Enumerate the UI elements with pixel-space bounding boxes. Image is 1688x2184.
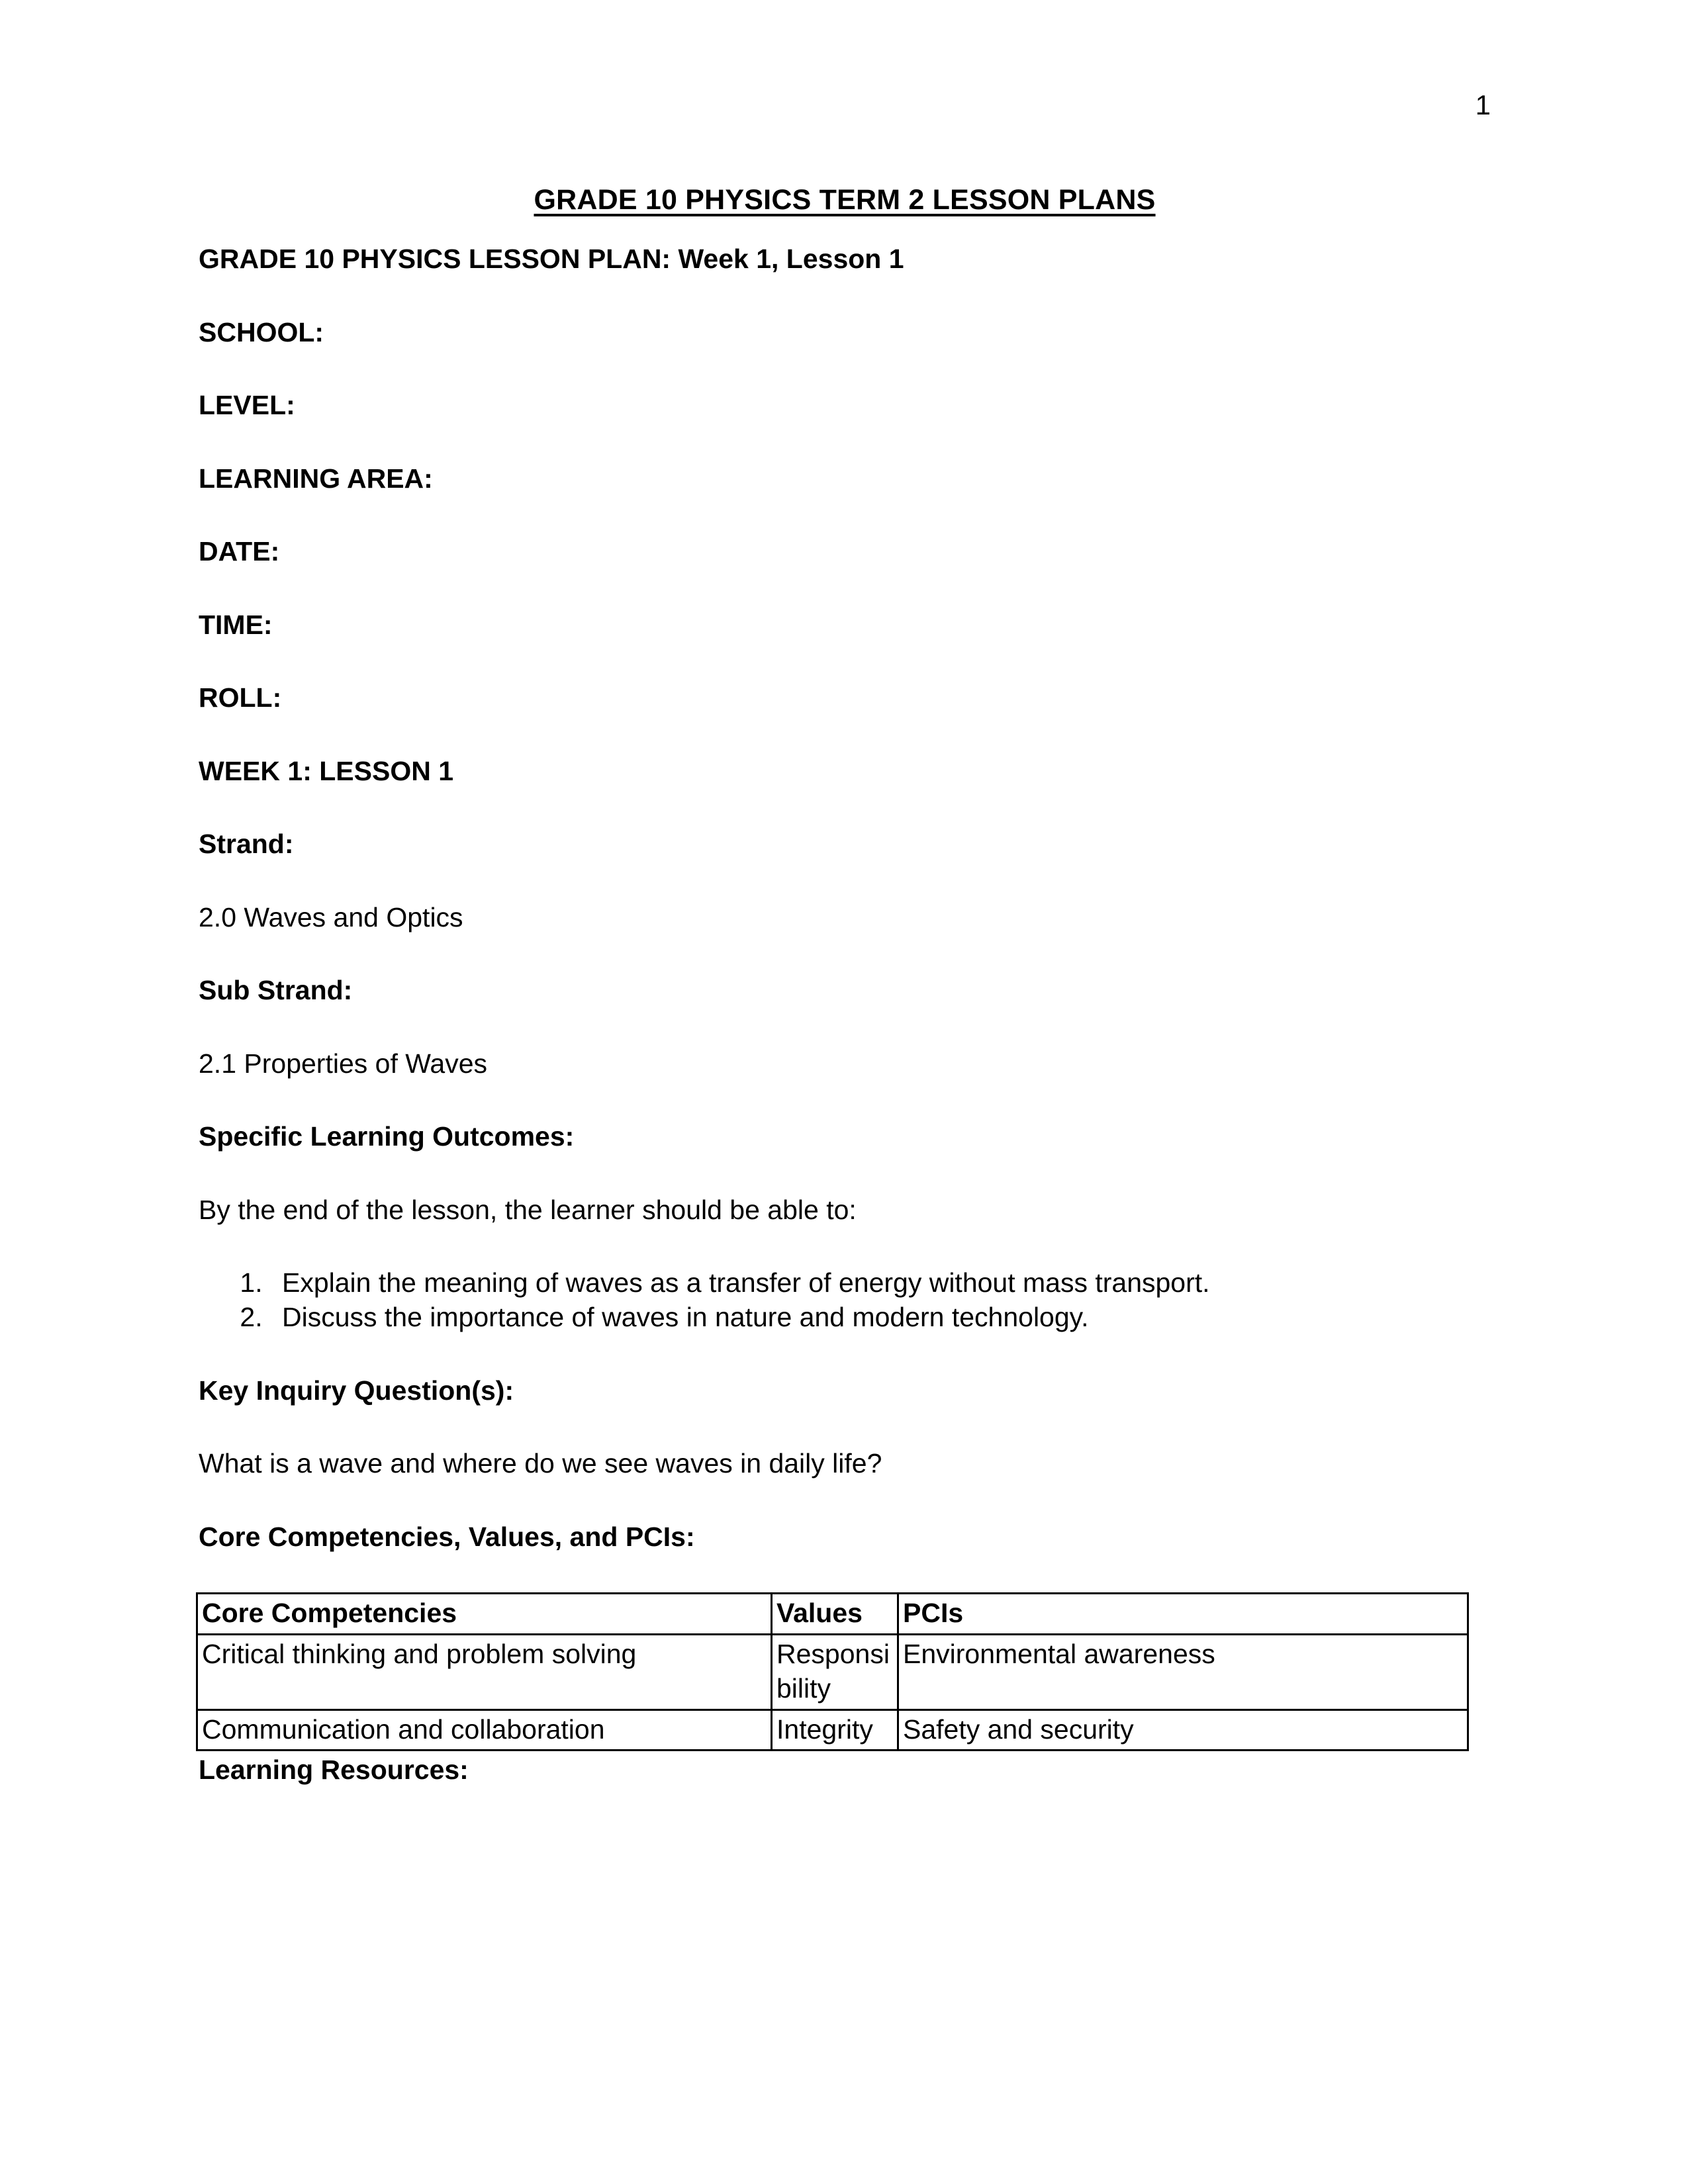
document-subtitle: GRADE 10 PHYSICS LESSON PLAN: Week 1, Lesson 1 [199,244,904,275]
key-inquiry-label: Key Inquiry Question(s): [199,1375,514,1406]
field-roll: ROLL: [199,682,282,713]
learning-resources-label: Learning Resources: [199,1754,469,1786]
outcomes-list [199,1265,1491,1373]
key-inquiry-value: What is a wave and where do we see waves in daily life? [199,1448,882,1479]
table-cell-pci: Environmental awareness [898,1634,1468,1709]
specific-learning-outcomes-label: Specific Learning Outcomes: [199,1121,575,1152]
outcomes-intro: By the end of the lesson, the learner should be able to: [199,1194,857,1225]
field-time: TIME: [199,609,273,640]
list-item: 2. Discuss the importance of waves in nature and modern technology. [270,1300,1491,1334]
field-school: SCHOOL: [199,316,324,347]
strand-value: 2.0 Waves and Optics [199,901,463,933]
table-body [197,1634,1468,1750]
document-body [199,184,1491,1788]
core-competencies-table [196,1592,1469,1751]
table-header-pcis: PCIs [898,1594,1468,1634]
page-number: 1 [1475,89,1491,120]
core-competencies-label: Core Competencies, Values, and PCIs: [199,1521,695,1552]
table-header [197,1594,1468,1634]
table-header-core-competencies: Core Competencies [197,1594,772,1634]
table-row [197,1709,1468,1750]
table-cell-competency: Critical thinking and problem solving [197,1634,772,1709]
week-lesson-heading: WEEK 1: LESSON 1 [199,755,454,786]
table-cell-competency: Communication and collaboration [197,1709,772,1750]
table-header-values: Values [772,1594,898,1634]
field-learning-area: LEARNING AREA: [199,463,433,494]
strand-label: Strand: [199,829,294,860]
field-level: LEVEL: [199,390,295,421]
sub-strand-value: 2.1 Properties of Waves [199,1048,488,1079]
table-cell-value: Integrity [772,1709,898,1750]
list-item: 1. Explain the meaning of waves as a transfer of energy without mass transport. [270,1265,1491,1300]
document-title [199,184,1491,216]
table-cell-pci: Safety and security [898,1709,1468,1750]
document-title-text: GRADE 10 PHYSICS TERM 2 LESSON PLANS [534,184,1156,216]
table-cell-value: Responsibility [772,1634,898,1709]
table-row [197,1634,1468,1709]
table-header-row [197,1594,1468,1634]
field-date: DATE: [199,536,280,567]
sub-strand-label: Sub Strand: [199,975,353,1006]
